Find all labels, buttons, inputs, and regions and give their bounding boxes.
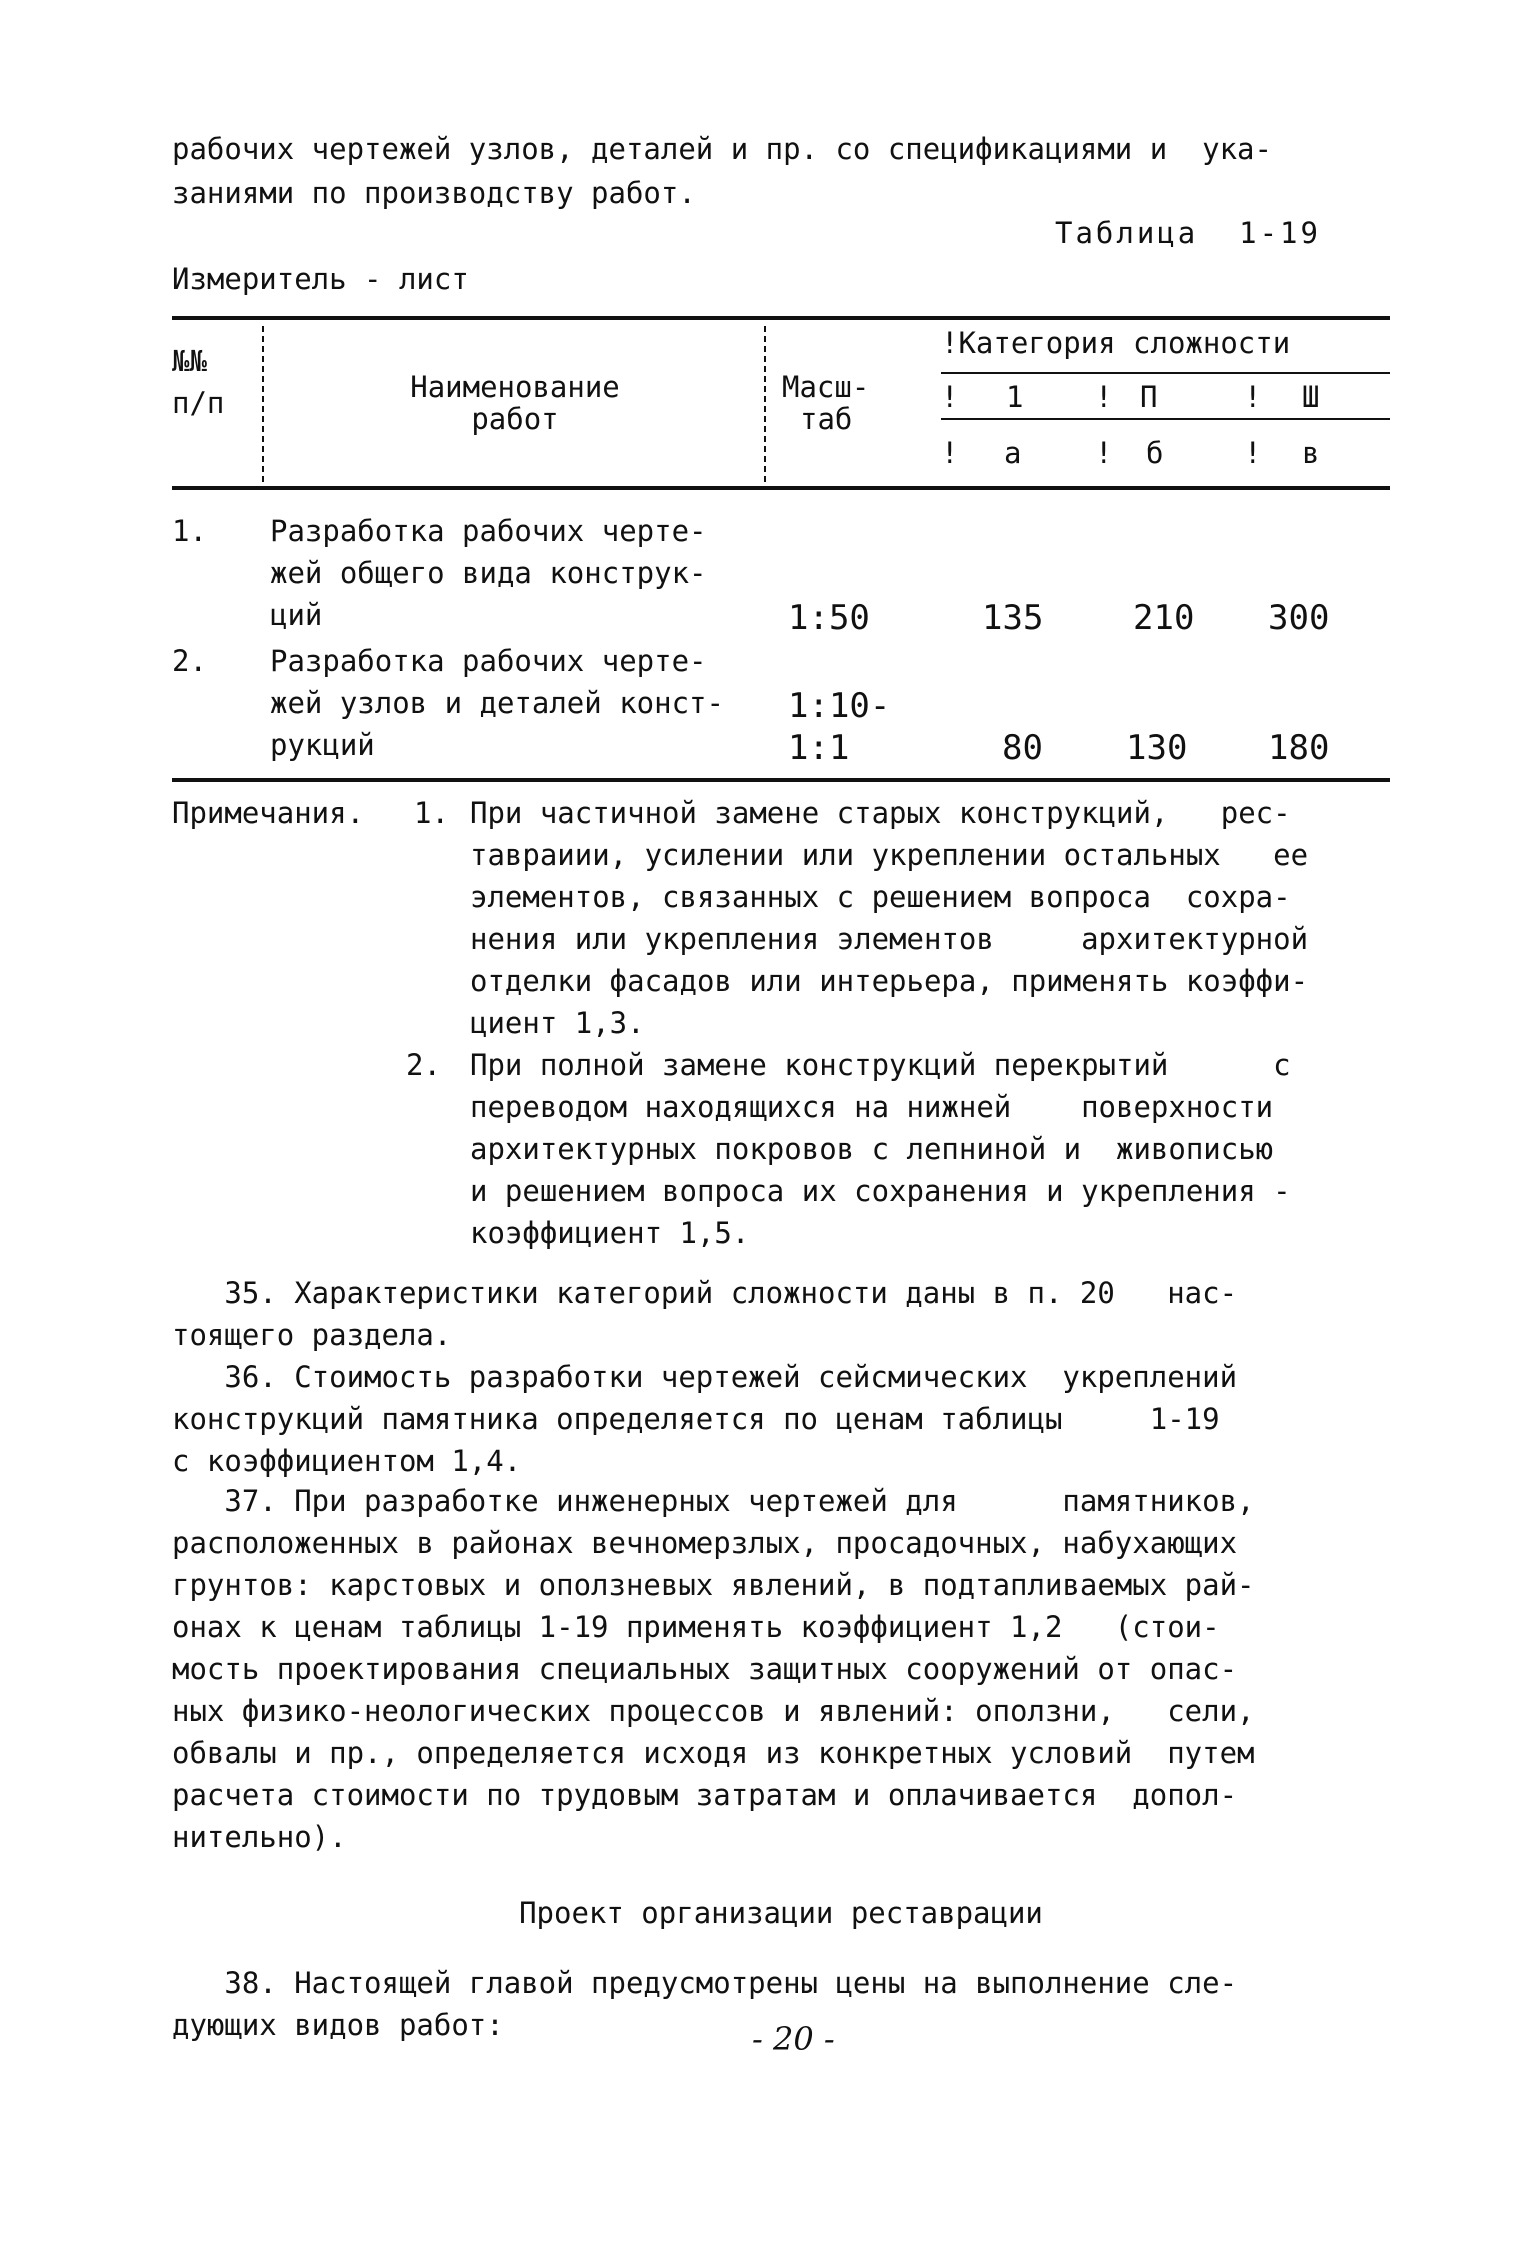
header-scale-1: Масш-	[782, 370, 870, 404]
final-paragraph-line-1: 38. Настоящей главой предусмотрены цены на выполнение сле-	[172, 1966, 1238, 2000]
paragraph-3-line: грунтов: карстовых и оползневых явлений, в подтапливаемых рай-	[172, 1568, 1255, 1602]
row-2-name-3: рукций	[270, 728, 375, 762]
cat-sub-3: в	[1302, 436, 1320, 470]
row-2-cat-1: 80	[1002, 728, 1043, 768]
page-number: - 20 -	[752, 2020, 835, 2058]
cat-col-2: П	[1140, 380, 1158, 414]
row-2-num: 2.	[172, 644, 207, 678]
paragraph-2-line: конструкций памятника определяется по ценам таблицы 1-19	[172, 1402, 1220, 1436]
note-2-line: коэффициент 1,5.	[470, 1216, 750, 1250]
cat-col-3: Ш	[1302, 380, 1320, 414]
cat-sub-2: б	[1146, 436, 1164, 470]
note-1-line: отделки фасадов или интерьера, применять коэффи-	[470, 964, 1309, 998]
row-1-num: 1.	[172, 514, 207, 548]
cat-sep: !	[941, 436, 959, 470]
paragraph-3-line: онах к ценам таблицы 1-19 применять коэффициент 1,2 (стои-	[172, 1610, 1220, 1644]
category-rule-2	[941, 418, 1390, 420]
col-divider-1	[262, 326, 264, 482]
cat-col-1: 1	[1006, 380, 1024, 414]
note-1-line: циент 1,3.	[470, 1006, 645, 1040]
note-2-line: переводом находящихся на нижней поверхности	[470, 1090, 1274, 1124]
cat-sep: !	[1244, 436, 1262, 470]
header-num-1: №№	[172, 344, 207, 378]
row-2-cat-3: 180	[1268, 728, 1330, 768]
row-1-name-2: жей общего вида конструк-	[270, 556, 707, 590]
cat-sub-1: а	[1004, 436, 1022, 470]
section-heading: Проект организации реставрации	[519, 1896, 1043, 1930]
paragraph-2-line: с коэффициентом 1,4.	[172, 1444, 522, 1478]
paragraph-3-line: обвалы и пр., определяется исходя из конкретных условий путем	[172, 1736, 1255, 1770]
row-1-scale: 1:50	[788, 598, 870, 638]
intro-line-2: заниями по производству работ.	[172, 176, 696, 210]
row-1-cat-3: 300	[1268, 598, 1330, 638]
header-num-2: п/п	[172, 386, 225, 420]
note-1-line: нения или укрепления элементов архитектурной	[470, 922, 1309, 956]
header-name-2: работ	[471, 402, 559, 436]
cat-sep: !	[941, 380, 959, 414]
measure-unit: Измеритель - лист	[172, 262, 469, 296]
header-category: !Категория сложности	[941, 326, 1291, 360]
note-2-num: 2.	[406, 1048, 441, 1082]
paragraph-3-line: расположенных в районах вечномерзлых, просадочных, набухающих	[172, 1526, 1238, 1560]
paragraph-1-line: тоящего раздела.	[172, 1318, 452, 1352]
paragraph-2-line: 36. Стоимость разработки чертежей сейсмических укреплений	[172, 1360, 1238, 1394]
paragraph-3-line: ных физико-неологических процессов и явлений: оползни, сели,	[172, 1694, 1255, 1728]
row-1-name-3: ций	[270, 598, 323, 632]
paragraph-3-line: 37. При разработке инженерных чертежей для памятников,	[172, 1484, 1255, 1518]
row-1-cat-1: 135	[982, 598, 1044, 638]
row-2-scale-1: 1:10-	[788, 686, 891, 726]
header-scale-2: таб	[800, 402, 853, 436]
paragraph-1-line: 35. Характеристики категорий сложности даны в п. 20 нас-	[172, 1276, 1238, 1310]
note-2-line: При полной замене конструкций перекрытий с	[470, 1048, 1291, 1082]
note-1-line: элементов, связанных с решением вопроса сохра-	[470, 880, 1291, 914]
row-1-name-1: Разработка рабочих черте-	[270, 514, 707, 548]
note-2-line: и решением вопроса их сохранения и укрепления -	[470, 1174, 1291, 1208]
category-rule-1	[941, 372, 1390, 374]
note-1-line: тавраиии, усилении или укреплении остальных ее	[470, 838, 1309, 872]
row-2-scale-2: 1:1	[788, 728, 850, 768]
note-2-line: архитектурных покровов с лепниной и живописью	[470, 1132, 1274, 1166]
paragraph-3-line: расчета стоимости по трудовым затратам и оплачивается допол-	[172, 1778, 1238, 1812]
table-bottom-rule	[172, 778, 1390, 782]
cat-sep: !	[1244, 380, 1262, 414]
table-header-rule	[172, 486, 1390, 490]
paragraph-3-line: нительно).	[172, 1820, 347, 1854]
paragraph-3-line: мость проектирования специальных защитных сооружений от опас-	[172, 1652, 1238, 1686]
final-paragraph-line-2: дующих видов работ:	[172, 2008, 504, 2042]
intro-line-1: рабочих чертежей узлов, деталей и пр. со спецификациями и ука-	[172, 132, 1272, 166]
row-2-cat-2: 130	[1126, 728, 1188, 768]
header-name-1: Наименование	[410, 370, 620, 404]
row-1-cat-2: 210	[1133, 598, 1195, 638]
table-top-rule	[172, 316, 1390, 320]
cat-sep: !	[1095, 380, 1113, 414]
table-title: Таблица 1-19	[1055, 216, 1321, 250]
col-divider-2	[764, 326, 766, 482]
cat-sep: !	[1095, 436, 1113, 470]
notes-label: Примечания.	[172, 796, 365, 830]
note-1-num: 1.	[414, 796, 449, 830]
row-2-name-1: Разработка рабочих черте-	[270, 644, 707, 678]
note-1-line: При частичной замене старых конструкций, рес-	[470, 796, 1291, 830]
row-2-name-2: жей узлов и деталей конст-	[270, 686, 724, 720]
